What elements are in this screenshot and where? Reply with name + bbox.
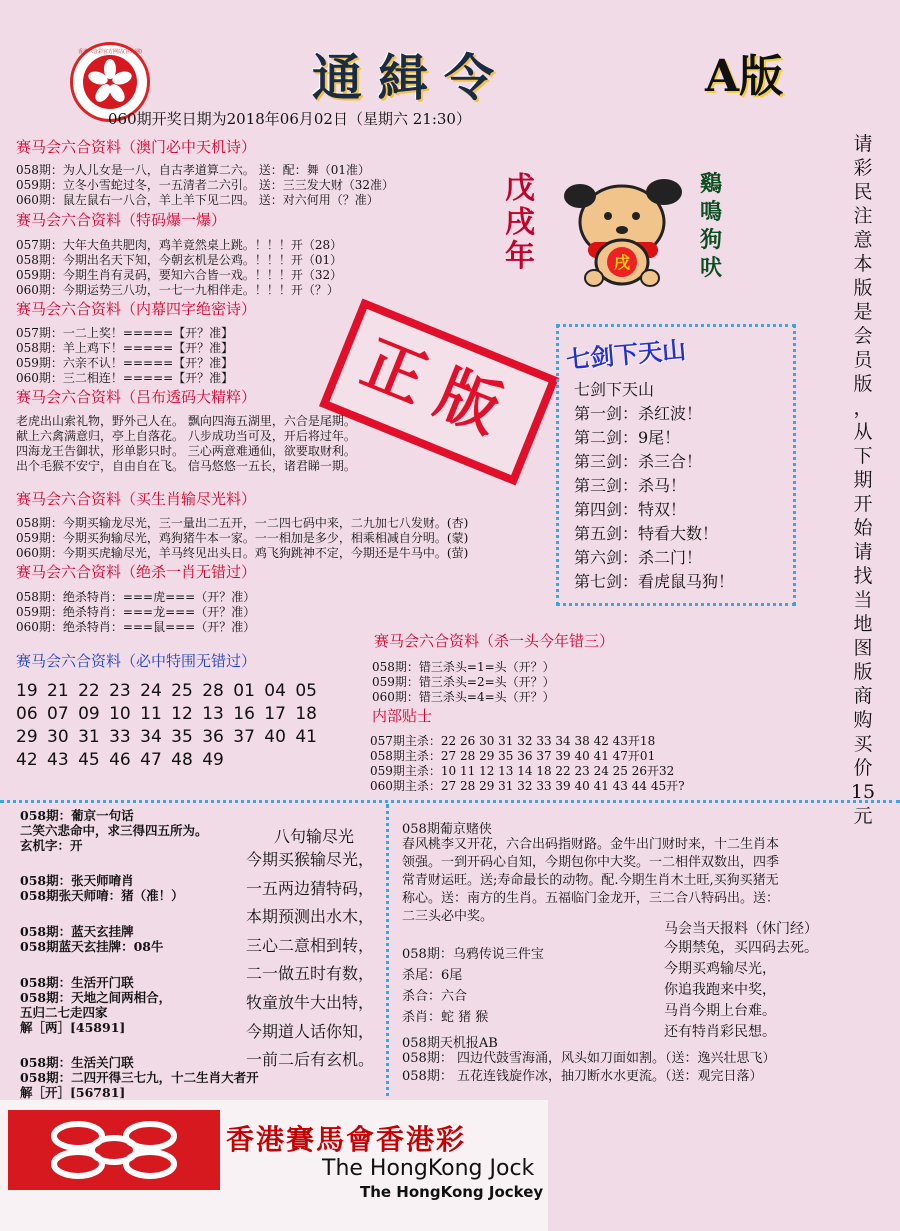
section-kill-one-lines xyxy=(16,590,255,635)
section-kill-head-lines xyxy=(372,660,555,705)
page-title: 通緝令 xyxy=(312,48,510,107)
hkjc-english-name-small: The HongKong Jockey xyxy=(360,1183,544,1201)
list-item: 058期：生活关门联 xyxy=(20,1055,134,1070)
notice-char: 彩 xyxy=(853,157,873,179)
notice-char: 始 xyxy=(853,517,873,539)
dog-badge-char: 戌 xyxy=(613,253,631,272)
list-item: 058期主杀：27 28 29 35 36 37 39 40 41 47开01 xyxy=(370,749,656,763)
divider-horizontal xyxy=(0,800,900,803)
special-number-grid xyxy=(16,680,317,772)
list-item: 一前二后有玄机。 xyxy=(246,1050,375,1070)
notice-char: 开 xyxy=(853,493,873,515)
list-item: 058期：绝杀特肖：===虎===（开？准） xyxy=(16,590,256,604)
list-item: 059期：错三杀头=2=头（开？） xyxy=(372,675,555,689)
list-item: 本期预测出水木， xyxy=(246,907,375,927)
list-item: 059期：今期生肖有灵码，要知六合皆一戏。！！！开（32） xyxy=(16,268,343,282)
notice-char: 商 xyxy=(853,685,873,707)
list-item: 马肖今期上台难。 xyxy=(664,1003,776,1019)
list-item: 玄机字：开 xyxy=(20,838,83,853)
crow-lines xyxy=(402,944,544,1028)
notice-char: 买 xyxy=(853,733,873,755)
list-item: 二三头必中奖。 xyxy=(402,909,494,924)
list-item: 第五剑：特看大数！ xyxy=(574,524,719,543)
list-item: 第三剑：杀马！ xyxy=(574,476,687,495)
list-item: 解［两］[45891] xyxy=(20,1020,126,1035)
notice-char: ， xyxy=(853,397,873,419)
notice-char: 会 xyxy=(853,325,873,347)
notice-char: 版 xyxy=(853,661,873,683)
year-badge-jiming xyxy=(694,170,728,282)
list-item: 春风桃李又开花，六合出码指财路。金牛出门财时来，十二生肖本 xyxy=(402,837,780,852)
notice-char: 本 xyxy=(853,253,873,275)
list-item: 第二剑：9尾！ xyxy=(574,428,681,447)
year-char: 年 xyxy=(505,239,535,274)
list-item: 059期：立冬小雪蛇过冬，一五清者二六引。 送：三三发大财（32准） xyxy=(16,178,394,192)
gamble-lines xyxy=(402,836,779,926)
notice-char: 注 xyxy=(853,205,873,227)
list-item: 060期：鼠左鼠右一八合，羊上羊下见二四。 送：对六何用（？准） xyxy=(16,193,379,207)
section-title-special: 赛马会六合资料（必中特围无错过） xyxy=(16,652,257,670)
horse-report-title: 马会当天报料（休门经） xyxy=(664,921,818,937)
list-item: 第七剑：看虎鼠马狗！ xyxy=(574,572,735,591)
notice-char: 请 xyxy=(853,133,873,155)
list-item: 060期：三二相连！=====【开？准】 xyxy=(16,371,234,385)
section-tema-lines xyxy=(16,238,342,298)
list-item: 057期主杀：22 26 30 31 32 33 34 38 42 43开18 xyxy=(370,734,656,748)
draw-date-line: 060期开奖日期为2018年06月02日（星期六 21:30） xyxy=(108,110,471,128)
badge-arc-text: 香港六合彩官方网站(官方网) xyxy=(78,49,142,55)
section-poem-lines xyxy=(16,163,394,208)
section-title-poem: 赛马会六合资料（澳门必中天机诗） xyxy=(16,138,257,156)
list-item: 你追我跑来中奖， xyxy=(664,982,776,998)
year-char: 鷄 xyxy=(699,171,722,197)
notice-char: 版 xyxy=(853,277,873,299)
section-title-kill-one: 赛马会六合资料（绝杀一肖无错过） xyxy=(16,563,257,581)
list-item: 058期：天地之间两相合， xyxy=(20,990,172,1005)
list-item: 058期：今期买输龙尽光，三一量出二五开，一二四七码中来，二九加七八发财。(杏) xyxy=(16,516,469,530)
list-item: 060期：今期运势三八功，一七一九相伴走。！！！开（？） xyxy=(16,283,339,297)
list-item: 还有特肖彩民想。 xyxy=(664,1024,776,1040)
list-item: 常青财运旺。送;寿命最长的动物。配.今期生肖木土旺,买狗买猪无 xyxy=(402,873,779,888)
hkjc-logo xyxy=(8,1110,220,1190)
list-item: 杀合：六合 xyxy=(402,989,468,1004)
section-buy-zodiac-lines xyxy=(16,516,468,561)
list-item: 第四剑：特双！ xyxy=(574,500,687,519)
number-row: 06 07 09 10 11 12 13 16 17 18 xyxy=(16,704,317,724)
list-item: 献上六禽满意归，亭上自落花。 八步成功当可及，开后将过年。 xyxy=(16,429,356,443)
year-badge-wuxu xyxy=(500,172,540,274)
notice-char: 从 xyxy=(853,421,873,443)
tianji-lines xyxy=(402,1050,775,1086)
notice-char: 员 xyxy=(853,349,873,371)
list-item: 057期：一二上奖！=====【开？准】 xyxy=(16,326,234,340)
list-item: 059期：绝杀特肖：===龙===（开？准） xyxy=(16,605,256,619)
list-item: 四海龙王告御状，形单影只时。 三心两意难通仙，欲要取财利。 xyxy=(16,444,356,458)
list-item: 058期张天师唷：猪（准！） xyxy=(20,888,184,903)
section-title-insider: 内部贴士 xyxy=(372,707,433,725)
hkjc-knot-icon xyxy=(8,1110,220,1190)
section-title-kill-head: 赛马会六合资料（杀一头今年错三） xyxy=(374,632,615,650)
list-item: 058期：乌鸦传说三件宝 xyxy=(402,947,544,962)
list-item: 杀尾：6尾 xyxy=(402,968,463,983)
list-item: 060期主杀：27 28 29 31 32 33 39 40 41 43 44 45开? xyxy=(370,779,685,793)
list-item: 老虎出山索礼物，野外己人在。 飘向四海五湖里，六合是尾期。 xyxy=(16,414,356,428)
notice-char: 元 xyxy=(853,805,873,827)
member-edition-notice xyxy=(848,132,878,828)
list-item: 060期：绝杀特肖：===鼠===（开？准） xyxy=(16,620,256,634)
notice-char: 15 xyxy=(850,781,876,803)
notice-char: 当 xyxy=(853,589,873,611)
notice-char: 民 xyxy=(853,181,873,203)
list-item: 058期：蓝天玄挂牌 xyxy=(20,924,134,939)
year-char: 戊 xyxy=(505,171,535,206)
hkjc-chinese-name: 香港賽馬會香港彩 xyxy=(226,1123,467,1156)
poem-title: 八句输尽光 xyxy=(274,827,355,846)
list-item: 058期： 四边代鼓雪海涌，风头如刀面如割。（送：逸兴壮思飞） xyxy=(402,1051,776,1066)
list-item: 058期：生活开门联 xyxy=(20,975,134,990)
seven-swords-title: 七剑下天山 xyxy=(565,334,688,375)
divider-vertical xyxy=(386,804,389,1104)
list-item: 三心二意相到转， xyxy=(246,935,375,955)
section-title-lvbu: 赛马会六合资料（吕布透码大精粹） xyxy=(16,388,257,406)
section-title-tema: 赛马会六合资料（特码爆一爆） xyxy=(16,211,227,229)
list-item: 第六剑：杀二门！ xyxy=(574,548,703,567)
number-row: 42 43 45 46 47 48 49 xyxy=(16,750,224,770)
notice-char: 购 xyxy=(853,709,873,731)
bottom-left-blocks xyxy=(20,808,259,1100)
hkjc-english-name: The HongKong Jock xyxy=(322,1156,535,1181)
list-item: 杀肖：蛇 猪 猴 xyxy=(402,1010,489,1025)
list-item: 060期：今期买虎输尽光，羊马终见出头日。鸡飞狗跳神不定，今期还是牛马中。(萤) xyxy=(16,546,469,560)
list-item: 今期禁兔，买四码去死。 xyxy=(664,940,818,956)
section-four-char-lines xyxy=(16,326,233,386)
list-item: 领强。一到开码心自知，今期包你中大奖。一二相伴双数出，四季 xyxy=(402,855,780,870)
list-item: 五归二七走四家 xyxy=(20,1005,108,1020)
list-item: 二一做五时有数， xyxy=(246,964,375,984)
year-char: 狗 xyxy=(699,227,722,253)
list-item: 一五两边猜特码， xyxy=(246,878,375,898)
list-item: 058期：葡京一句话 xyxy=(20,808,134,823)
list-item: 058期蓝天玄挂牌：08牛 xyxy=(20,939,164,954)
notice-char: 地 xyxy=(853,613,873,635)
list-item: 058期： 五花连钱旋作冰，抽刀断水水更流。（送：观完日落） xyxy=(402,1069,763,1084)
section-title-buy-zodiac: 赛马会六合资料（买生肖输尽光料） xyxy=(16,490,257,508)
dog-mascot xyxy=(560,166,685,290)
edition-label: A版 xyxy=(705,51,784,102)
poem-lines xyxy=(246,846,374,1075)
list-item: 058期：二四开得三七九，十二生肖大者开 xyxy=(20,1070,259,1085)
genuine-edition-stamp: 正版 xyxy=(319,299,559,486)
list-item: 059期主杀：10 11 12 13 14 18 22 23 24 25 26开32 xyxy=(370,764,675,778)
number-row: 19 21 22 23 24 25 28 01 04 05 xyxy=(16,681,317,701)
list-item: 二笑六悲命中，求三得四五所为。 xyxy=(20,823,208,838)
list-item: 060期：错三杀头=4=头（开？） xyxy=(372,690,555,704)
list-item: 七剑下天山 xyxy=(574,380,655,399)
notice-char: 图 xyxy=(853,637,873,659)
notice-char: 期 xyxy=(853,469,873,491)
notice-char: 请 xyxy=(853,541,873,563)
list-item: 今期买鸡输尽光， xyxy=(664,961,776,977)
tianji-title: 058期天机报AB xyxy=(402,1036,498,1051)
section-lvbu-lines xyxy=(16,414,356,474)
list-item: 058期：张天师唷肖 xyxy=(20,873,134,888)
seven-swords-lines xyxy=(574,378,734,594)
notice-char: 意 xyxy=(853,229,873,251)
list-item: 058期：羊上鸡下！=====【开？准】 xyxy=(16,341,234,355)
list-item: 牧童放牛大出特， xyxy=(246,992,375,1012)
notice-char: 价 xyxy=(853,757,873,779)
number-row: 29 30 31 33 34 35 36 37 40 41 xyxy=(16,727,317,747)
list-item: 第三剑：杀三合！ xyxy=(574,452,703,471)
notice-char: 版 xyxy=(853,373,873,395)
list-item: 今期买猴输尽光， xyxy=(246,850,375,869)
list-item: 057期：大年大鱼共肥肉，鸡羊竟然桌上跳。！！！开（28） xyxy=(16,238,343,252)
year-char: 鳴 xyxy=(699,199,722,225)
list-item: 第一剑：杀红波！ xyxy=(574,404,703,423)
notice-char: 下 xyxy=(853,445,873,467)
year-char: 戌 xyxy=(505,205,535,240)
list-item: 今期道人话你知， xyxy=(246,1021,375,1041)
horse-report-lines xyxy=(664,938,818,1043)
section-title-four-char: 赛马会六合资料（内幕四字绝密诗） xyxy=(16,300,257,318)
section-insider-lines xyxy=(370,734,685,794)
list-item: 称心。送：南方的生肖。五福临门金龙开，三二合八特码出。送： xyxy=(402,891,780,906)
list-item: 解［开］[56781] xyxy=(20,1085,126,1100)
notice-char: 是 xyxy=(853,301,873,323)
list-item: 058期：错三杀头=1=头（开？） xyxy=(372,660,555,674)
year-char: 吠 xyxy=(699,255,722,281)
list-item: 出个毛猴不安宁，自由自在飞。 信马悠悠一五长，诸君睇一期。 xyxy=(16,459,356,473)
notice-char: 找 xyxy=(853,565,873,587)
list-item: 059期：六亲不认！=====【开？准】 xyxy=(16,356,234,370)
list-item: 058期：为人儿女是一八，自古孝道算二六。 送：配：舞（01准） xyxy=(16,163,370,177)
list-item: 058期：今期出名天下知，今朝玄机是公鸡。！！！开（01） xyxy=(16,253,343,267)
gamble-title: 058期葡京赌侠 xyxy=(402,822,492,837)
list-item: 059期：今期买狗输尽光，鸡狗猪牛本一家。一一相加是多少，相乘相减自分明。(蒙) xyxy=(16,531,469,545)
dog-icon xyxy=(560,166,685,290)
